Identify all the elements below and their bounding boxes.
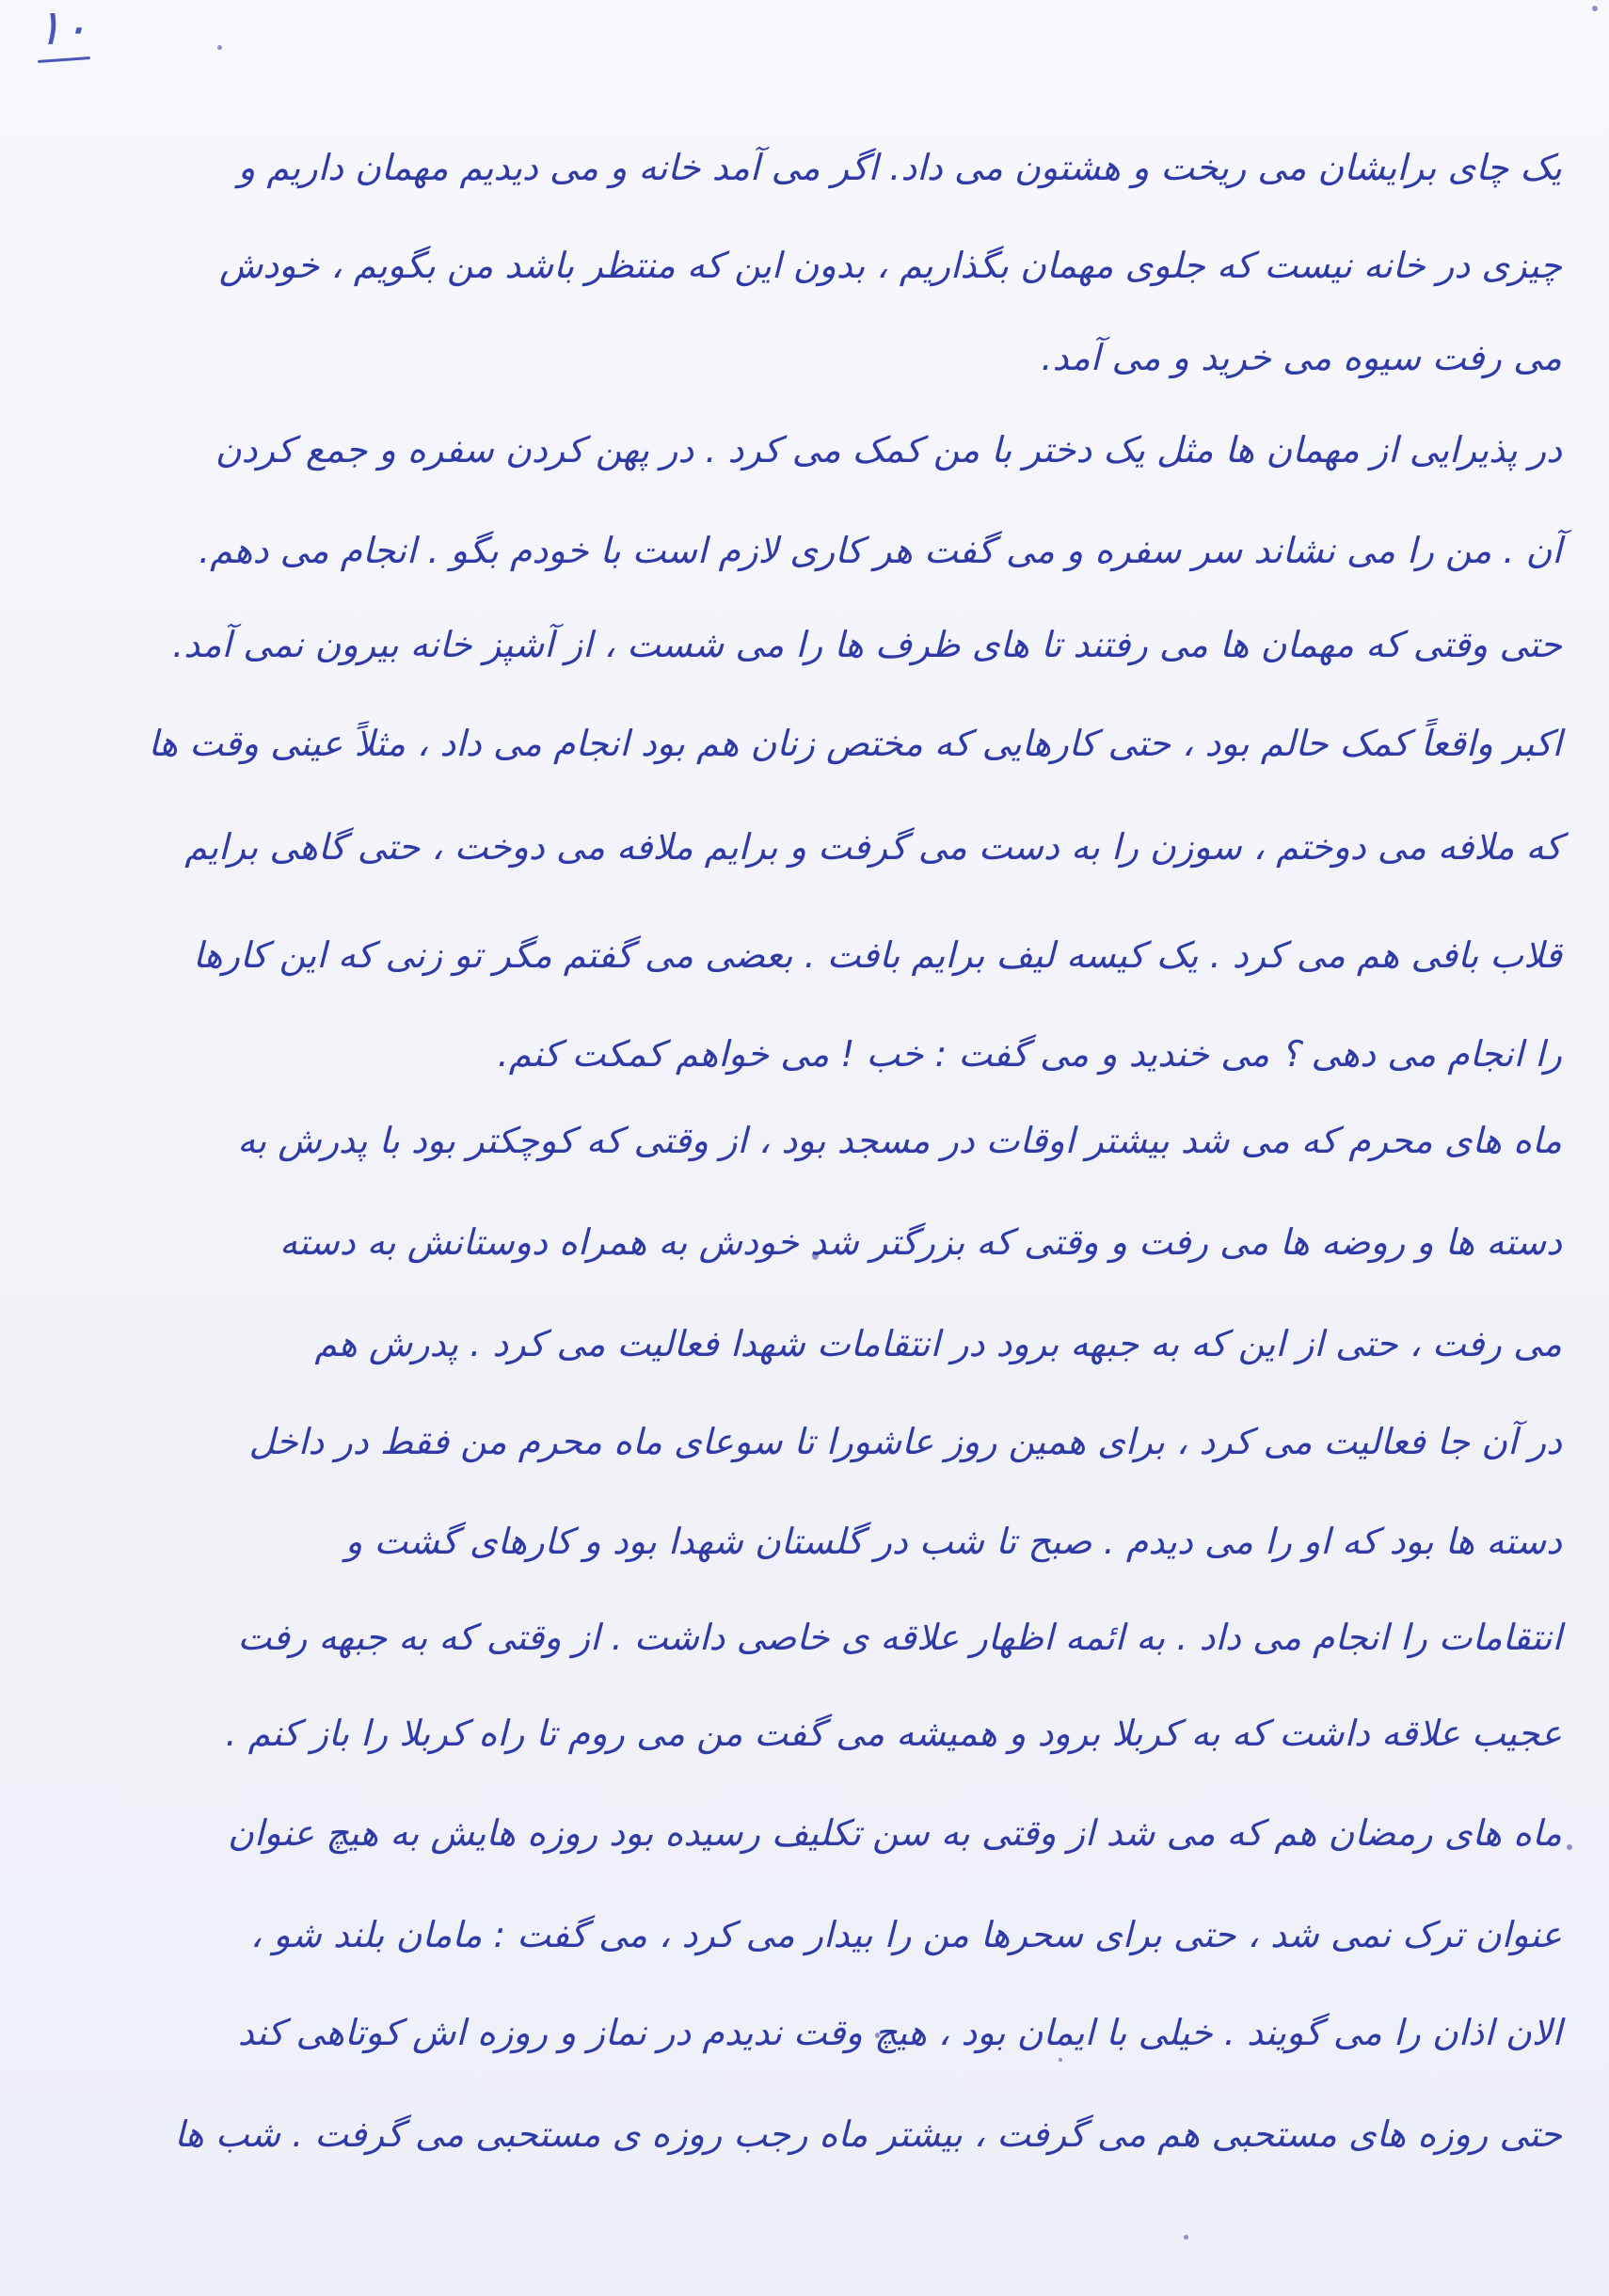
text-line: در آن جا فعالیت می کرد ، برای همین روز عاشورا تا سوعای ماه محرم من فقط در داخل — [248, 1421, 1562, 1462]
text-line: چیزی در خانه نیست که جلوی مهمان بگذاریم ، بدون این که منتظر باشد من بگویم ، خودش — [218, 245, 1562, 286]
text-line: آن . من را می نشاند سر سفره و می گفت هر کاری لازم است با خودم بگو . انجام می دهم. — [199, 530, 1562, 571]
text-line: حتی وقتی که مهمان ها می رفتند تا های ظرف ها را می شست ، از آشپز خانه بیرون نمی آمد. — [172, 624, 1562, 665]
text-line: می رفت ، حتی از این که به جبهه برود در انتقامات شهدا فعالیت می کرد . پدرش هم — [314, 1323, 1562, 1364]
text-line: یک چای برایشان می ریخت و هشتون می داد. اگر می آمد خانه و می دیدیم مهمان داریم و — [237, 147, 1562, 188]
text-line: ماه های محرم که می شد بیشتر اوقات در مسجد بود ، از وقتی که کوچکتر بود با پدرش به — [237, 1120, 1562, 1161]
text-line: عجیب علاقه داشت که به کربلا برود و همیشه می گفت من می روم تا راه کربلا را باز کنم . — [225, 1713, 1562, 1754]
text-line: در پذیرایی از مهمان ها مثل یک دختر با من کمک می کرد . در پهن کردن سفره و جمع کردن — [215, 429, 1562, 470]
text-line: انتقامات را انجام می داد . به ائمه اظهار علاقه ی خاصی داشت . از وقتی که به جبهه رفت — [237, 1617, 1562, 1658]
text-line: اکبر واقعاً کمک حالم بود ، حتی کارهایی که مختص زنان هم بود انجام می داد ، مثلاً عینی وقت ها — [148, 723, 1562, 764]
text-line: دسته ها و روضه ها می رفت و وقتی که بزرگتر شد خودش به همراه دوستانش به دسته — [279, 1221, 1562, 1263]
page-number: ۱۰ — [36, 0, 88, 56]
text-line: قلاب بافی هم می کرد . یک کیسه لیف برایم بافت . بعضی می گفتم مگر تو زنی که این کارها — [193, 934, 1562, 976]
text-line: که ملافه می دوختم ، سوزن را به دست می گرفت و برایم ملافه می دوخت ، حتی گاهی برایم — [184, 826, 1562, 868]
text-line: حتی روزه های مستحبی هم می گرفت ، بیشتر ماه رجب روزه ی مستحبی می گرفت . شب ها — [174, 2113, 1562, 2155]
text-line: دسته ها بود که او را می دیدم . صبح تا شب در گلستان شهدا بود و کارهای گشت و — [345, 1521, 1562, 1562]
text-line: را انجام می دهی ؟ می خندید و می گفت : خب ! می خواهم کمکت کنم. — [497, 1033, 1562, 1075]
text-line: عنوان ترک نمی شد ، حتی برای سحرها من را بیدار می کرد ، می گفت : مامان بلند شو ، — [250, 1914, 1562, 1955]
text-line: ماه های رمضان هم که می شد از وقتی به سن تکلیف رسیده بود روزه هایش به هیچ عنوان — [227, 1812, 1562, 1854]
text-line: الان اذان را می گویند . خیلی با ایمان بود ، هیچ وقت ندیدم در نماز و روزه اش کوتاهی کند — [237, 2012, 1562, 2053]
text-line: می رفت سیوه می خرید و می آمد. — [1041, 337, 1562, 378]
